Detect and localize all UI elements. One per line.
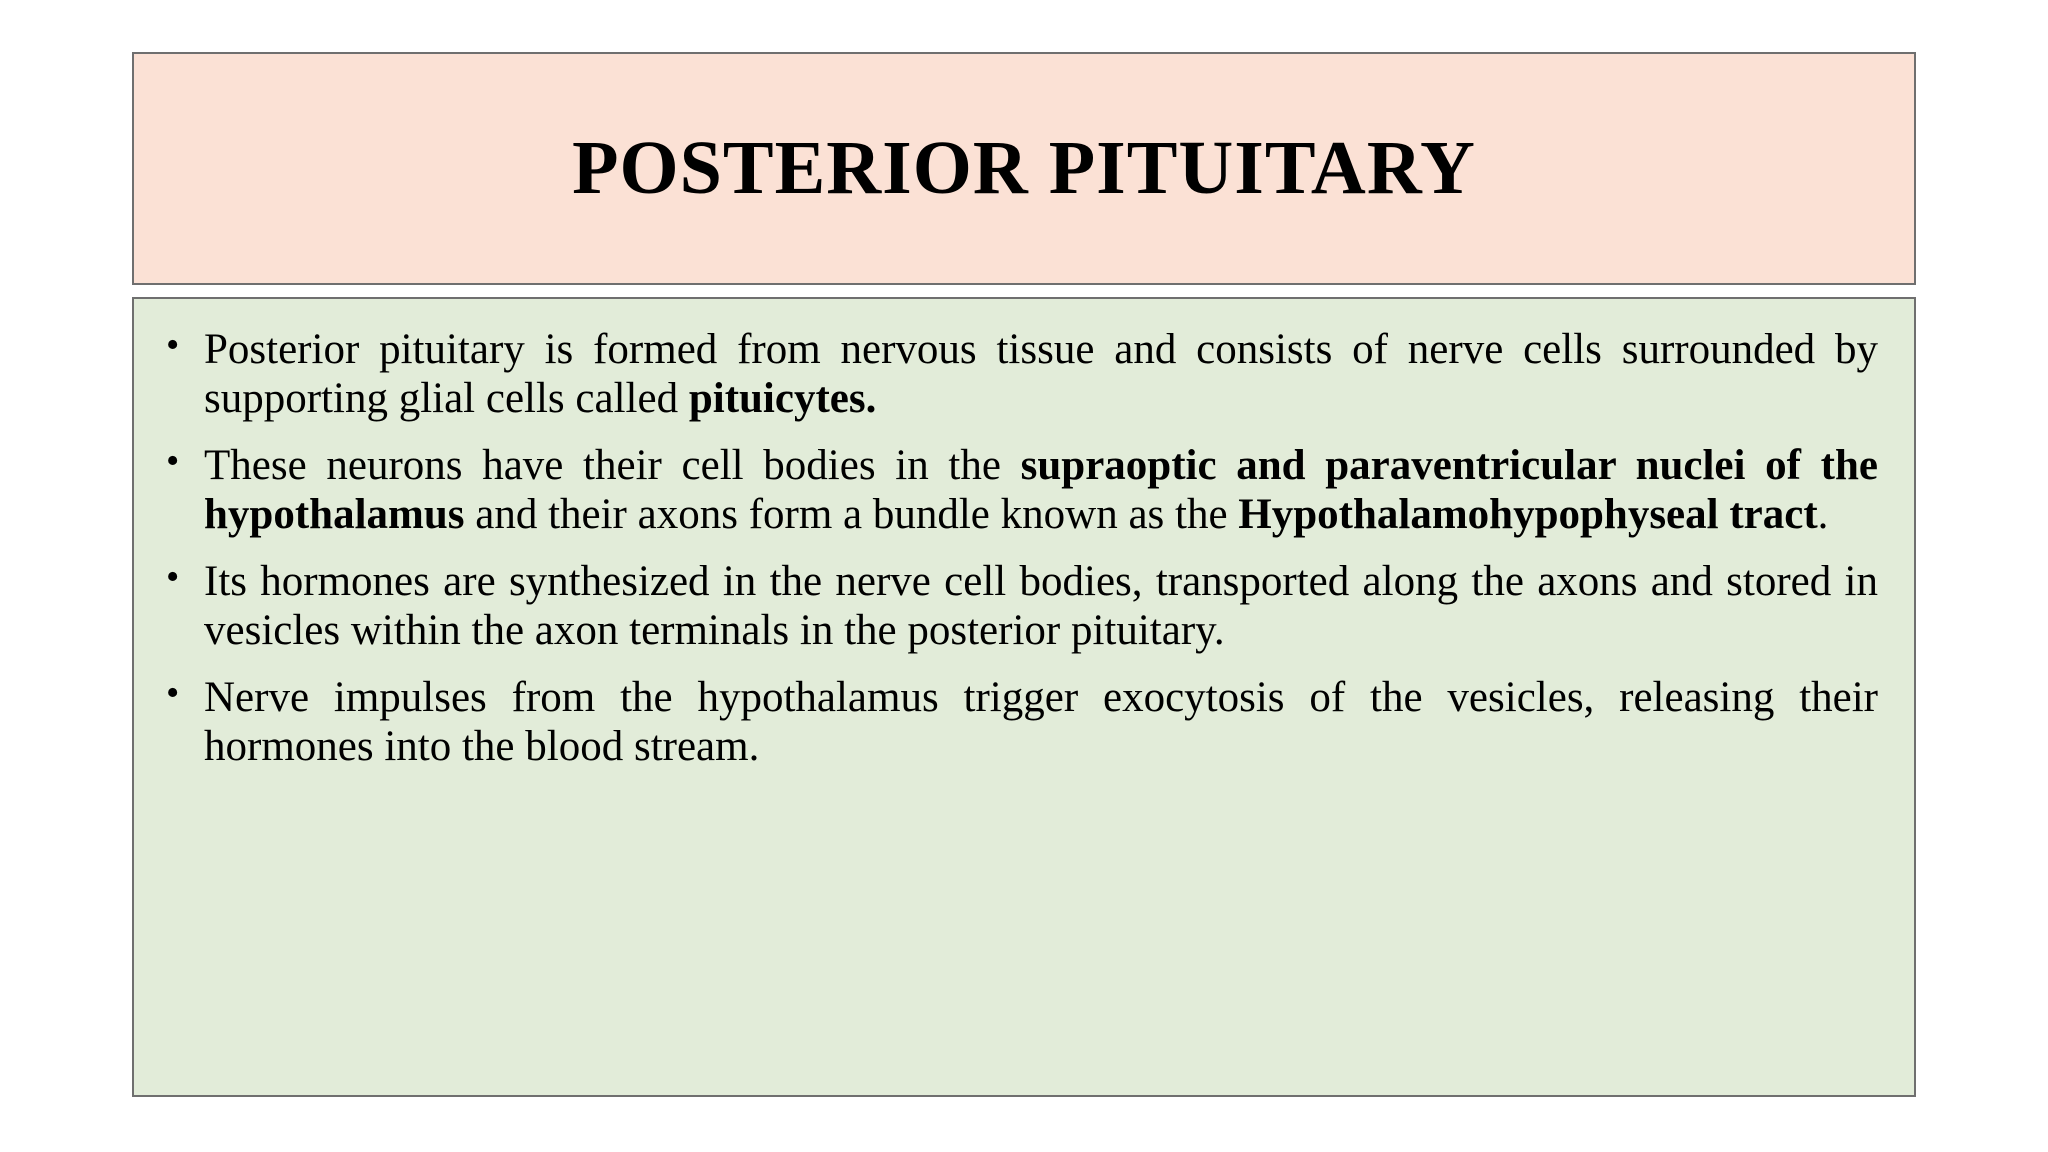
body-text: Its hormones are synthesized in the nerve cell bodies, transported along the axons and stored in vesicles within the axon terminals in the posterior pituitary.	[204, 558, 1878, 655]
page-title: POSTERIOR PITUITARY	[572, 125, 1476, 210]
body-text: Nerve impulses from the hypothalamus trigger exocytosis of the vesicles, releasing their hormones into the blood stream.	[204, 674, 1878, 771]
emphasis-text: pituicytes.	[688, 375, 877, 423]
body-text: These neurons have their cell bodies in the	[204, 442, 1021, 490]
list-item	[156, 673, 1878, 771]
body-text: Posterior pituitary is formed from nervous tissue and consists of nerve cells surrounded by supporting glial cells called	[204, 326, 1878, 423]
body-text: and their axons form a bundle known as the	[464, 491, 1239, 539]
bullet-list	[156, 325, 1878, 771]
list-item	[156, 441, 1878, 539]
emphasis-text: Hypothalamohypophyseal tract	[1238, 491, 1818, 539]
list-item	[156, 557, 1878, 655]
body-text: .	[1817, 491, 1829, 539]
list-item	[156, 325, 1878, 423]
content-box	[132, 297, 1916, 1097]
title-box	[132, 52, 1916, 285]
emphasis-text: supraoptic and paraventricular nuclei of the hypothalamus	[204, 442, 1878, 539]
